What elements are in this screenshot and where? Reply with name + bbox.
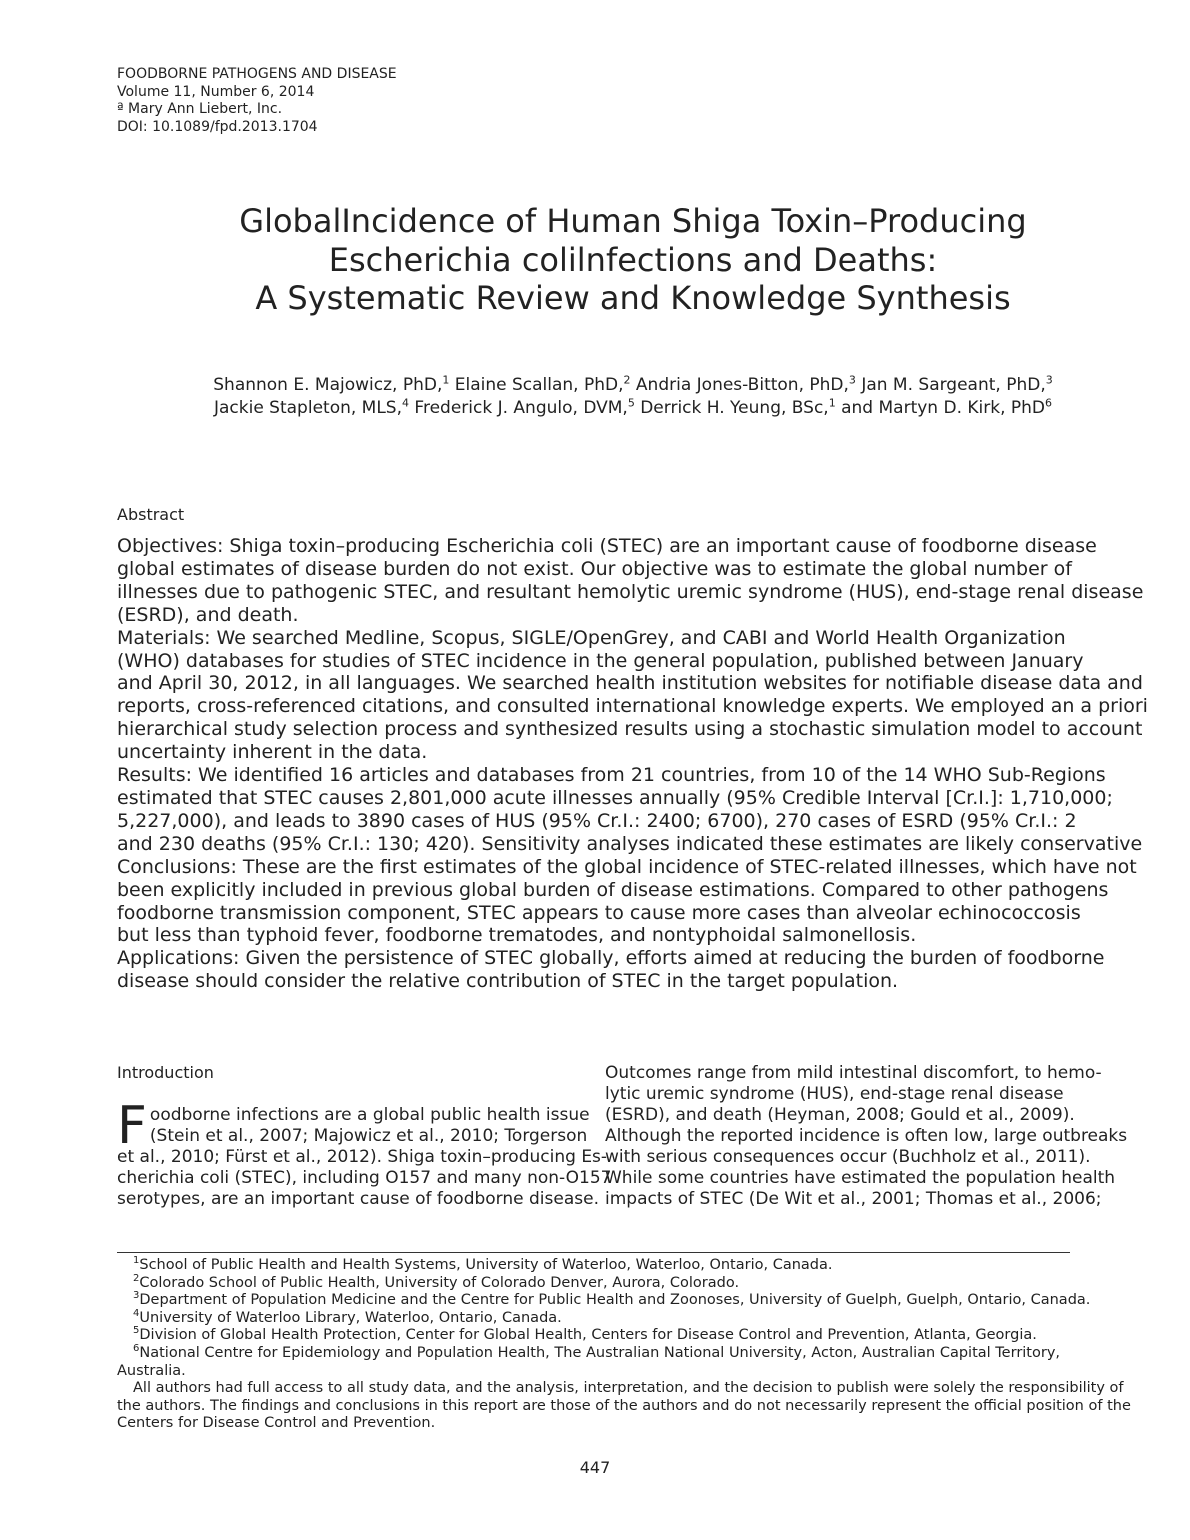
- intro-line: (ESRD), and death (Heyman, 2008; Gould et al., 2009).: [605, 1105, 1075, 1125]
- abstract-line: (ESRD), and death.: [117, 603, 299, 626]
- abstract-line: 5,227,000), and leads to 3890 cases of HUS (95% Cr.I.: 2400; 6700), 270 cases of ESRD (95% Cr.I.: 2: [117, 809, 1077, 832]
- author-line-1: [117, 374, 1149, 397]
- intro-line: cherichia coli (STEC), including O157 and many non-O157: [117, 1168, 612, 1188]
- author-affiliation-mark: 5: [627, 396, 635, 410]
- abstract-line: and 230 deaths (95% Cr.I.: 130; 420). Sensitivity analyses indicated these estimates are likely conservative: [117, 832, 1143, 855]
- footnote-text: School of Public Health and Health Systems, University of Waterloo, Waterloo, Ontario, Canada.: [139, 1257, 833, 1273]
- footnote-mark: 4: [133, 1307, 140, 1319]
- intro-line: (Stein et al., 2007; Majowicz et al., 2010; Torgerson: [149, 1126, 588, 1146]
- footnote-mark: 3: [133, 1290, 140, 1302]
- affiliation-footnote-continuation: Australia.: [117, 1362, 186, 1379]
- abstract-line: (WHO) databases for studies of STEC incidence in the general population, published between January: [117, 649, 1084, 672]
- author-name: Shannon E. Majowicz, PhD,: [213, 375, 443, 395]
- disclaimer-line: the authors. The findings and conclusions in this report are those of the authors and do not necessarily represent the official position of the: [117, 1397, 1131, 1414]
- footnote-text: University of Waterloo Library, Waterloo, Ontario, Canada.: [139, 1309, 562, 1326]
- abstract-line: hierarchical study selection process and synthesized results using a stochastic simulation model to account: [117, 718, 1143, 741]
- introduction-right-column: [605, 1063, 1190, 1210]
- footnote-mark: 5: [133, 1325, 140, 1337]
- abstract-line: disease should consider the relative contribution of STEC in the target population.: [117, 970, 899, 993]
- abstract-line: been explicitly included in previous global burden of disease estimations. Compared to other pathogens: [117, 878, 1109, 901]
- abstract-line: but less than typhoid fever, foodborne trematodes, and nontyphoidal salmonellosis.: [117, 924, 917, 947]
- abstract-line: global estimates of disease burden do not exist. Our objective was to estimate the global number of: [117, 557, 1072, 580]
- abstract-line: illnesses due to pathogenic STEC, and resultant hemolytic uremic syndrome (HUS), end-stage renal disease: [117, 580, 1144, 603]
- footnote-text: Colorado School of Public Health, University of Colorado Denver, Aurora, Colorado.: [139, 1274, 740, 1291]
- journal-header: [117, 66, 397, 136]
- introduction-left-column: [117, 1096, 612, 1210]
- author-name: Andria Jones-Bitton, PhD,: [635, 375, 849, 395]
- author-line-2: [117, 397, 1149, 420]
- footnote-text: Department of Population Medicine and the Centre for Public Health and Zoonoses, University of Guelph, Guelph, Ontario, Canada.: [139, 1292, 1091, 1309]
- abstract-line: Applications: Given the persistence of STEC globally, efforts aimed at reducing the burden of foodborne: [117, 947, 1105, 970]
- intro-line: with serious consequences occur (Buchholz et al., 2011).: [605, 1147, 1091, 1167]
- abstract-line: Results: We identified 16 articles and databases from 21 countries, from 10 of the 14 WHO Sub-Regions: [117, 764, 1106, 787]
- intro-line: lytic uremic syndrome (HUS), end-stage renal disease: [605, 1084, 1064, 1104]
- author-affiliation-mark: 1: [828, 396, 836, 410]
- footnote-text: National Centre for Epidemiology and Population Health, The Australian National University, Acton, Australian Capital Territory,: [139, 1344, 1061, 1361]
- title-line: A Systematic Review and Knowledge Synthesis: [255, 279, 1011, 317]
- author-name: Jan M. Sargeant, PhD,: [861, 375, 1046, 395]
- intro-line: oodborne infections are a global public health issue: [149, 1105, 590, 1125]
- abstract-line: uncertainty inherent in the data.: [117, 741, 428, 764]
- title-line: Escherichia colilnfections and Deaths:: [328, 240, 938, 279]
- author-list: [117, 374, 1149, 420]
- author-name: Elaine Scallan, PhD,: [454, 375, 624, 395]
- footnote-divider: [117, 1252, 1070, 1253]
- abstract-heading: Abstract: [117, 505, 185, 524]
- author-name: Jackie Stapleton, MLS,: [213, 398, 403, 418]
- footnote-mark: 6: [133, 1343, 140, 1355]
- abstract-line: Materials: We searched Medline, Scopus, SIGLE/OpenGrey, and CABI and World Health Organization: [117, 626, 1066, 649]
- author-affiliation-mark: 3: [1045, 373, 1053, 387]
- footnote-text: Division of Global Health Protection, Center for Global Health, Centers for Disease Control and Prevention, Atlanta, Georgia.: [139, 1327, 1037, 1344]
- affiliation-footnote: [117, 1345, 1190, 1363]
- abstract-line: foodborne transmission component, STEC appears to cause more cases than alveolar echinococcosis: [117, 901, 1081, 924]
- intro-line: et al., 2010; Fürst et al., 2012). Shiga toxin–producing Es-: [117, 1147, 608, 1167]
- journal-name: FOODBORNE PATHOGENS AND DISEASE: [117, 66, 397, 82]
- abstract-line: Conclusions: These are the first estimates of the global incidence of STEC-related illnesses, which have not: [117, 855, 1137, 878]
- author-name: Frederick J. Angulo, DVM,: [414, 398, 628, 418]
- drop-cap: F: [117, 1096, 147, 1156]
- introduction-heading: Introduction: [117, 1063, 214, 1082]
- affiliation-footnote: [117, 1327, 1190, 1345]
- journal-volume: Volume 11, Number 6, 2014: [117, 83, 315, 100]
- author-affiliation-mark: 1: [442, 373, 450, 387]
- intro-line: impacts of STEC (De Wit et al., 2001; Thomas et al., 2006;: [605, 1189, 1102, 1209]
- intro-line: Although the reported incidence is often low, large outbreaks: [605, 1126, 1128, 1146]
- author-affiliation-mark: 3: [848, 373, 856, 387]
- author-affiliation-mark: 6: [1045, 396, 1053, 410]
- disclaimer-line: All authors had full access to all study data, and the analysis, interpretation, and the decision to publish were solely the responsibility of: [133, 1380, 1124, 1397]
- author-name: Derrick H. Yeung, BSc,: [640, 398, 829, 418]
- footnote-mark: 2: [133, 1272, 140, 1284]
- author-name: and Martyn D. Kirk, PhD: [841, 398, 1046, 418]
- abstract-line: Objectives: Shiga toxin–producing Escherichia coli (STEC) are an important cause of foodborne disease: [117, 535, 1097, 557]
- footnotes: [117, 1257, 1190, 1433]
- journal-publisher: ª Mary Ann Liebert, Inc.: [117, 101, 283, 117]
- article-title: [117, 202, 1149, 318]
- abstract-body: [117, 535, 1190, 993]
- author-affiliation-mark: 2: [623, 373, 631, 387]
- affiliation-footnote: [117, 1257, 1190, 1275]
- title-line: GlobalIncidence of Human Shiga Toxin–Producing: [239, 202, 1027, 240]
- abstract-line: estimated that STEC causes 2,801,000 acute illnesses annually (95% Credible Interval [Cr.I.]: 1,710,000;: [117, 786, 1113, 809]
- disclaimer-line: Centers for Disease Control and Prevention.: [117, 1415, 436, 1432]
- affiliation-footnote: [117, 1307, 1190, 1328]
- affiliation-footnote: [117, 1292, 1190, 1310]
- intro-line: Outcomes range from mild intestinal discomfort, to hemo-: [605, 1063, 1102, 1083]
- page-number: 447: [579, 1458, 611, 1477]
- abstract-line: reports, cross-referenced citations, and consulted international knowledge experts. We employed an a priori: [117, 695, 1148, 718]
- abstract-line: and April 30, 2012, in all languages. We searched health institution websites for notifiable disease data and: [117, 672, 1143, 695]
- intro-line: While some countries have estimated the population health: [605, 1168, 1116, 1188]
- journal-doi: DOI: 10.1089/fpd.2013.1704: [117, 118, 318, 135]
- author-affiliation-mark: 4: [402, 396, 410, 410]
- footnote-mark: 1: [133, 1255, 140, 1267]
- intro-line: serotypes, are an important cause of foodborne disease.: [117, 1189, 599, 1209]
- affiliation-footnote: [117, 1272, 1190, 1293]
